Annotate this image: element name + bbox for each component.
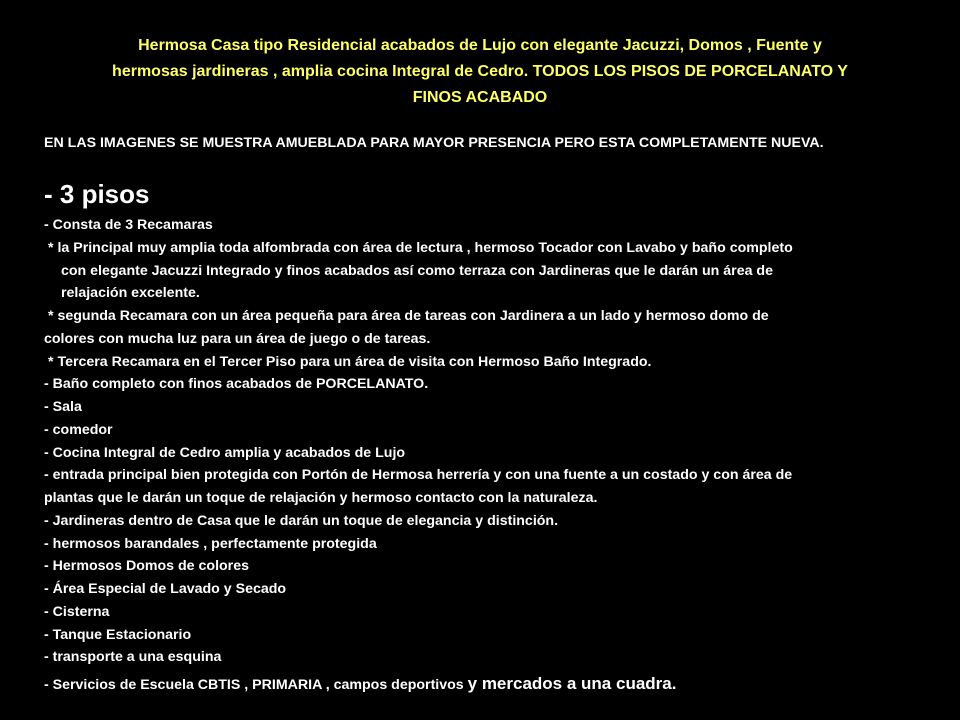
list-item: - hermosos barandales , perfectamente protegida	[44, 535, 377, 552]
title-line-2: hermosas jardineras , amplia cocina Integral de Cedro. TODOS LOS PISOS DE PORCELANATO Y	[112, 63, 848, 80]
feature-list	[44, 214, 924, 697]
list-item: - entrada principal bien protegida con Portón de Hermosa herrería y con una fuente a un costado y con área de	[44, 467, 793, 484]
title-line-1: Hermosa Casa tipo Residencial acabados de Lujo con elegante Jacuzzi, Domos , Fuente y	[138, 37, 822, 54]
list-item: * Tercera Recamara en el Tercer Piso para un área de visita con Hermoso Baño Integrado.	[48, 353, 652, 370]
list-item: - Baño completo con finos acabados de PORCELANATO.	[44, 376, 429, 393]
list-item: plantas que le darán un toque de relajación y hermoso contacto con la naturaleza.	[44, 490, 598, 506]
list-item: - comedor	[44, 421, 113, 438]
list-item: - transporte a una esquina	[44, 649, 222, 666]
list-item: relajación excelente.	[61, 285, 200, 302]
list-item: - Tanque Estacionario	[44, 626, 192, 643]
list-item: - Cisterna	[44, 603, 110, 620]
list-item: - Sala	[44, 399, 82, 415]
services-text-part2: y mercados a una cuadra.	[467, 674, 677, 693]
list-item: - Consta de 3 Recamaras	[44, 217, 213, 233]
list-item: - Hermosos Domos de colores	[44, 558, 249, 575]
list-item: con elegante Jacuzzi Integrado y finos acabados así como terraza con Jardineras que le darán un área de	[61, 262, 773, 279]
services-text-part1: - Servicios de Escuela CBTIS , PRIMARIA , campos deportivos	[44, 677, 468, 693]
list-item: * segunda Recamara con un área pequeña para área de tareas con Jardinera a un lado y hermoso domo de	[48, 308, 769, 324]
list-item: - Jardineras dentro de Casa que le darán un toque de elegancia y distinción.	[44, 512, 559, 529]
list-item: - Área Especial de Lavado y Secado	[44, 581, 287, 597]
title-line-3: FINOS ACABADO	[412, 89, 548, 106]
title	[40, 33, 920, 111]
heading-floors: - 3 pisos	[44, 179, 150, 209]
notice-text: EN LAS IMAGENES SE MUESTRA AMUEBLADA PARA MAYOR PRESENCIA PERO ESTA COMPLETAMENTE NUEVA.	[44, 135, 824, 151]
list-item: colores con mucha luz para un área de juego o de tareas.	[44, 330, 431, 347]
list-item-services	[44, 673, 924, 697]
list-item: * la Principal muy amplia toda alfombrada con área de lectura , hermoso Tocador con Lavabo y baño completo	[48, 239, 793, 256]
list-item: - Cocina Integral de Cedro amplia y acabados de Lujo	[44, 444, 406, 461]
